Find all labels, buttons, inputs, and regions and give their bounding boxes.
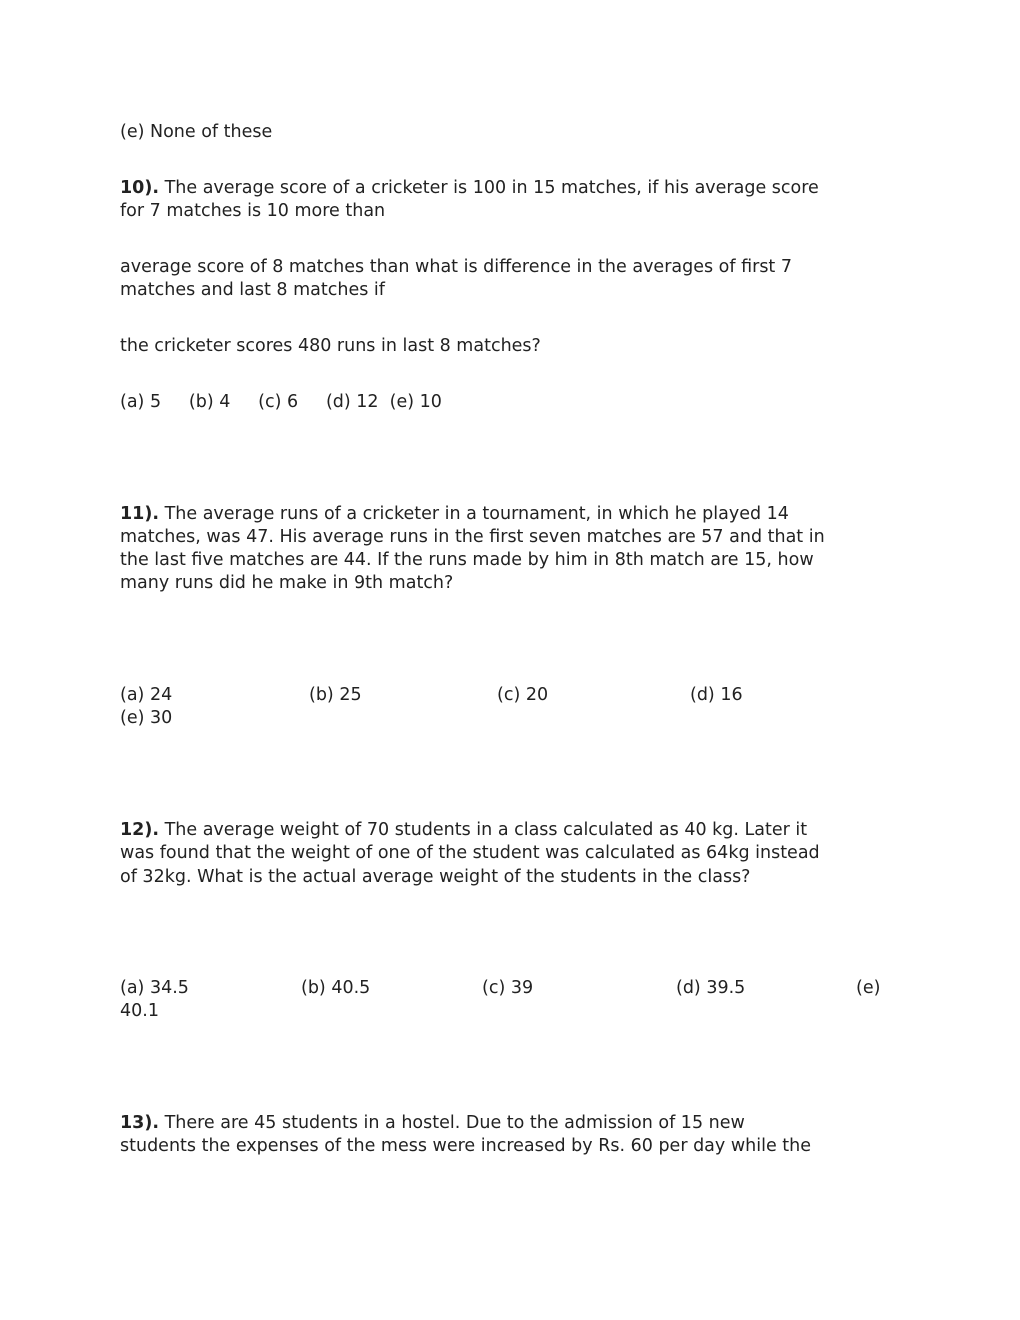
question-12-line-3: of 32kg. What is the actual average weight of the students in the class? bbox=[120, 867, 751, 887]
question-12-option-b: (b) 40.5 bbox=[301, 978, 371, 998]
question-number: 11). bbox=[120, 504, 159, 524]
question-12-line-1 bbox=[120, 819, 807, 842]
question-text: The average score of a cricketer is 100 in 15 matches, if his average score bbox=[164, 178, 819, 198]
question-11-option-e: (e) 30 bbox=[120, 708, 173, 728]
question-number: 12). bbox=[120, 820, 159, 840]
question-12-option-e-label: (e) bbox=[856, 978, 881, 998]
question-11-option-c: (c) 20 bbox=[497, 685, 549, 705]
question-12-option-e-value: 40.1 bbox=[120, 1001, 159, 1021]
question-11-line-2: matches, was 47. His average runs in the first seven matches are 57 and that in bbox=[120, 527, 825, 547]
question-11-line-1 bbox=[120, 503, 789, 526]
question-12-option-c: (c) 39 bbox=[482, 978, 534, 998]
question-13-line-2: students the expenses of the mess were increased by Rs. 60 per day while the bbox=[120, 1136, 812, 1156]
question-12-option-a: (a) 34.5 bbox=[120, 978, 189, 998]
question-11-option-b: (b) 25 bbox=[309, 685, 362, 705]
question-text: The average runs of a cricketer in a tournament, in which he played 14 bbox=[164, 504, 789, 524]
question-10-line-2: for 7 matches is 10 more than bbox=[120, 201, 386, 221]
question-10-para2-line-2: matches and last 8 matches if bbox=[120, 280, 385, 300]
question-10-line-1 bbox=[120, 177, 819, 200]
question-text: There are 45 students in a hostel. Due to the admission of 15 new bbox=[164, 1113, 745, 1133]
question-number: 10). bbox=[120, 178, 159, 198]
question-text: The average weight of 70 students in a class calculated as 40 kg. Later it bbox=[164, 820, 808, 840]
question-10-options: (a) 5 (b) 4 (c) 6 (d) 12 (e) 10 bbox=[120, 392, 442, 412]
previous-option-e: (e) None of these bbox=[120, 122, 273, 142]
question-13-line-1 bbox=[120, 1112, 745, 1135]
question-11-option-a: (a) 24 bbox=[120, 685, 173, 705]
question-11-line-4: many runs did he make in 9th match? bbox=[120, 573, 454, 593]
question-12-line-2: was found that the weight of one of the student was calculated as 64kg instead bbox=[120, 843, 820, 863]
question-10-para3: the cricketer scores 480 runs in last 8 matches? bbox=[120, 336, 541, 356]
question-number: 13). bbox=[120, 1113, 159, 1133]
question-11-option-d: (d) 16 bbox=[690, 685, 743, 705]
question-12-option-d: (d) 39.5 bbox=[676, 978, 746, 998]
question-10-para2-line-1: average score of 8 matches than what is difference in the averages of first 7 bbox=[120, 257, 792, 277]
question-11-line-3: the last five matches are 44. If the runs made by him in 8th match are 15, how bbox=[120, 550, 814, 570]
